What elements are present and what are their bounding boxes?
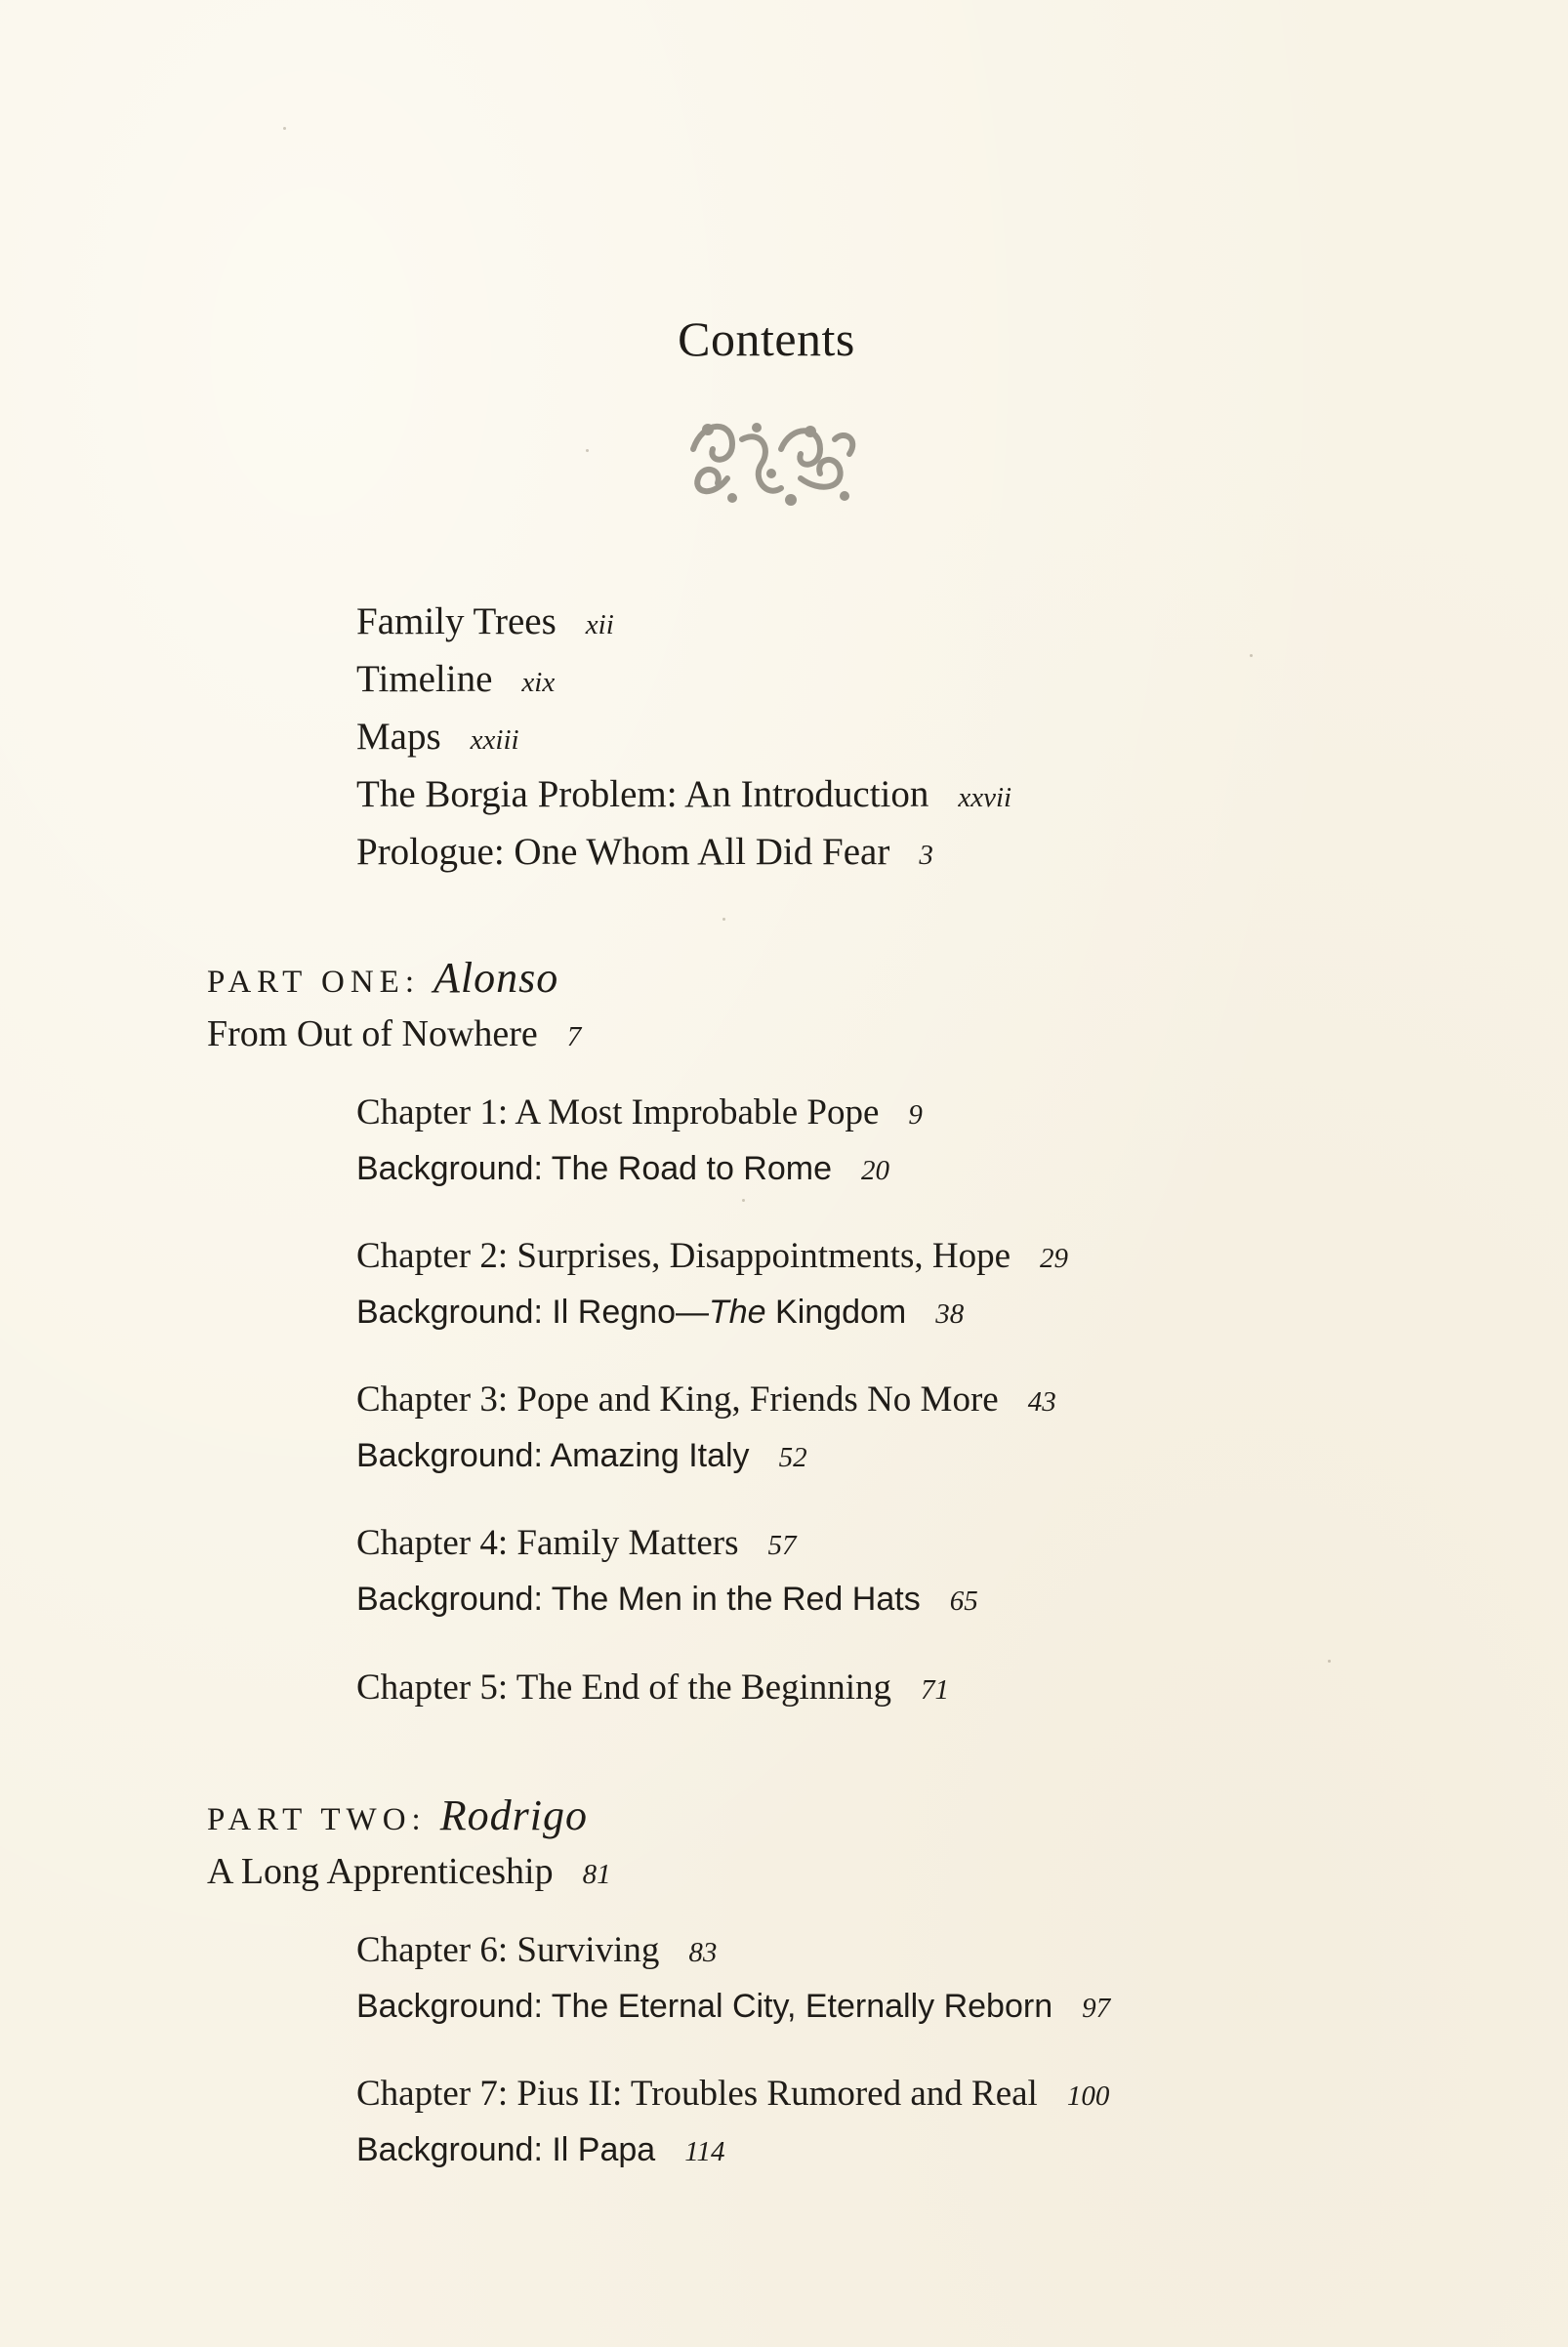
paper-speck — [283, 127, 286, 130]
background-label: Background: The Road to Rome — [356, 1150, 832, 1187]
part-two-subtitle[interactable] — [207, 1850, 611, 1893]
toc-background[interactable] — [356, 1294, 964, 1332]
part-label: PART ONE: — [207, 965, 420, 1000]
page-number: xii — [585, 609, 614, 640]
page-number: 20 — [861, 1155, 889, 1186]
part-name: Rodrigo — [439, 1791, 588, 1839]
page-number: xxvii — [958, 782, 1012, 813]
paper-speck — [1250, 654, 1253, 657]
part-two-heading — [207, 1791, 588, 1840]
background-label-em: The — [708, 1294, 766, 1331]
paper-speck — [586, 449, 589, 452]
page-number: 114 — [684, 2136, 725, 2167]
toc-entry[interactable] — [356, 715, 519, 759]
page-number: 97 — [1082, 1993, 1111, 2024]
paper-speck — [722, 918, 725, 921]
toc-background[interactable] — [356, 2131, 725, 2169]
chapter-label: Chapter 1: A Most Improbable Pope — [356, 1092, 880, 1132]
floral-ornament-icon — [674, 410, 869, 517]
toc-background[interactable] — [356, 1437, 807, 1475]
toc-chapter[interactable] — [356, 1379, 1056, 1421]
toc-chapter[interactable] — [356, 1667, 949, 1709]
page-number: 29 — [1040, 1243, 1069, 1274]
entry-label: Timeline — [356, 658, 493, 700]
chapter-label: Chapter 2: Surprises, Disappointments, Hope — [356, 1236, 1011, 1276]
page-number: 81 — [582, 1859, 611, 1890]
background-label-pre: Background: Il Regno— — [356, 1294, 709, 1331]
part-one-heading — [207, 953, 558, 1003]
chapter-label: Chapter 4: Family Matters — [356, 1523, 739, 1563]
toc-chapter[interactable] — [356, 1929, 717, 1971]
part-one-subtitle[interactable] — [207, 1012, 581, 1055]
page-number: 83 — [688, 1937, 718, 1968]
page-number: 7 — [566, 1021, 582, 1052]
toc-chapter[interactable] — [356, 1235, 1068, 1277]
background-label-post: Kingdom — [765, 1294, 907, 1331]
entry-label: Family Trees — [356, 600, 557, 642]
entry-label: Maps — [356, 716, 441, 758]
page-title: Contents — [678, 311, 855, 366]
page-number: xix — [521, 667, 556, 698]
page-number: xxiii — [470, 724, 519, 756]
chapter-label: Chapter 6: Surviving — [356, 1930, 660, 1970]
toc-entry[interactable] — [356, 657, 555, 701]
paper-speck — [742, 1199, 745, 1202]
page-number: 9 — [908, 1099, 923, 1131]
subtitle-label: A Long Apprenticeship — [207, 1851, 554, 1892]
toc-entry[interactable] — [356, 772, 1011, 816]
page-number: 57 — [767, 1530, 797, 1561]
subtitle-label: From Out of Nowhere — [207, 1013, 538, 1054]
toc-chapter[interactable] — [356, 1091, 923, 1133]
toc-background[interactable] — [356, 1988, 1110, 2026]
paper-speck — [1328, 1660, 1331, 1663]
background-label: Background: The Eternal City, Eternally Reborn — [356, 1988, 1053, 2025]
toc-background[interactable] — [356, 1581, 978, 1619]
chapter-label: Chapter 3: Pope and King, Friends No More — [356, 1379, 999, 1420]
background-label: Background: Il Papa — [356, 2131, 656, 2168]
page-number: 71 — [921, 1674, 950, 1706]
background-label: Background: Amazing Italy — [356, 1437, 750, 1474]
background-label: Background: The Men in the Red Hats — [356, 1581, 921, 1618]
toc-entry[interactable] — [356, 599, 614, 643]
toc-chapter[interactable] — [356, 1522, 797, 1564]
page-number: 65 — [949, 1585, 978, 1617]
entry-label: Prologue: One Whom All Did Fear — [356, 831, 890, 873]
chapter-label: Chapter 5: The End of the Beginning — [356, 1668, 892, 1708]
page-number: 52 — [778, 1442, 807, 1473]
page-number: 38 — [935, 1298, 965, 1330]
toc-background[interactable] — [356, 1150, 889, 1188]
part-name: Alonso — [433, 954, 559, 1002]
page-number: 3 — [919, 840, 933, 871]
page-number: 43 — [1027, 1386, 1056, 1418]
toc-entry[interactable] — [356, 830, 933, 874]
page-number: 100 — [1066, 2080, 1110, 2112]
chapter-label: Chapter 7: Pius II: Troubles Rumored and Real — [356, 2074, 1038, 2114]
part-label: PART TWO: — [207, 1802, 427, 1837]
entry-label: The Borgia Problem: An Introduction — [356, 773, 929, 815]
toc-chapter[interactable] — [356, 2073, 1109, 2115]
